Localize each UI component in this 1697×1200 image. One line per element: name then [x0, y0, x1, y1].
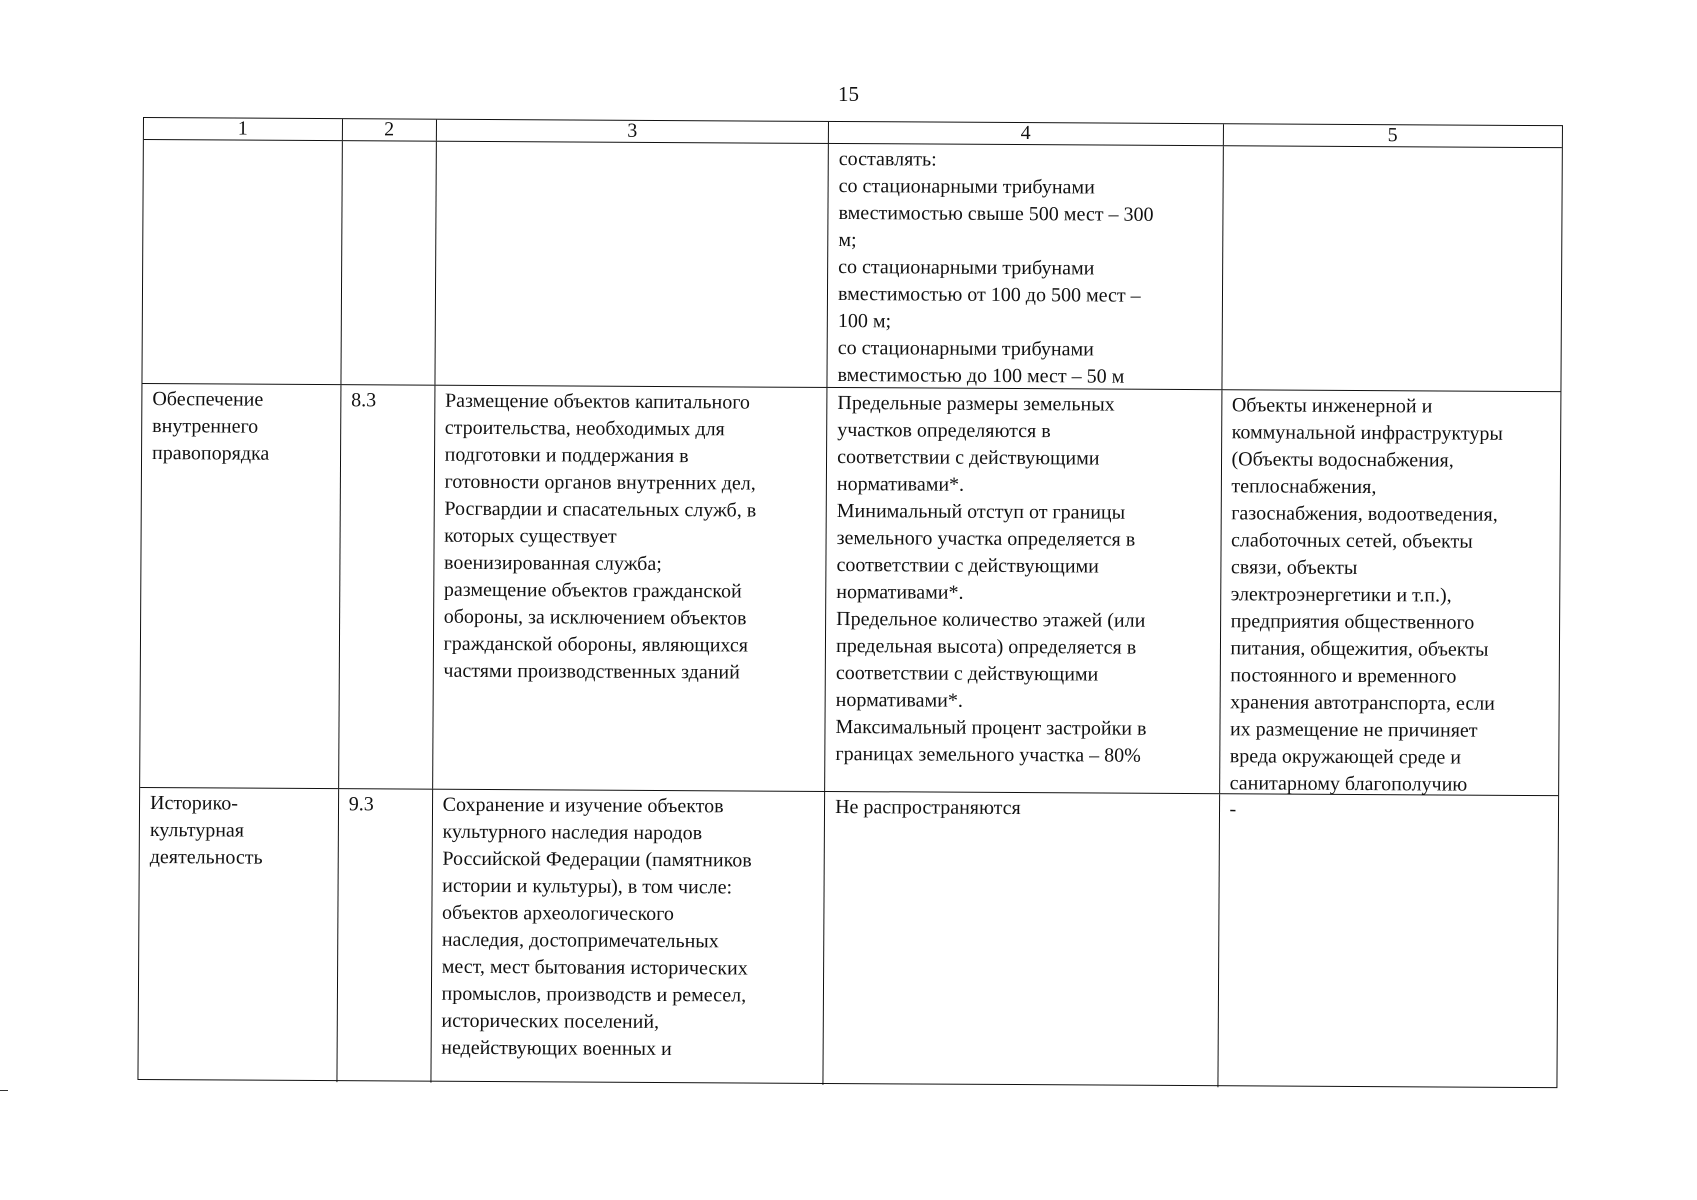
cell-parameters: составлять: со стационарными трибунами вместимостью свыше 500 мест – 300 м; со стационарными трибунами вместимостью от 100 до 500 мест – 100 м; со стационарными трибунами вместимостью до 100 мест – 50 м	[828, 144, 1224, 389]
cell-auxiliary: -	[1229, 798, 1237, 821]
header-cell-4: 4	[829, 122, 1224, 145]
cell-description	[435, 142, 829, 387]
table-row-continuation	[142, 140, 1561, 392]
margin-scan-mark	[0, 1090, 8, 1091]
cell-name: Историко- культурная деятельность	[138, 788, 338, 1082]
table-row	[138, 788, 1558, 1089]
header-cell-5: 5	[1387, 124, 1398, 147]
cell-description: Размещение объектов капитального строительства, необходимых для подготовки и поддержания в готовности органов внутренних дел, Росгвардии и спасательных служб, в которых существует военизированная служба; размещение объектов гражданской обороны, за исключением объектов гражданской обороны, являющихся частями производственных зданий	[433, 386, 828, 791]
cell-auxiliary	[1222, 146, 1562, 391]
cell-name	[142, 140, 342, 384]
page-number: 15	[838, 82, 859, 106]
header-cell-2: 2	[343, 119, 437, 141]
zoning-table	[137, 117, 1563, 1088]
header-cell-1: 1	[144, 118, 343, 140]
cell-description: Сохранение и изучение объектов культурного наследия народов Российской Федерации (памятников истории и культуры), в том числе: объектов археологического наследия, достопримечательных мест, мест бытования исторических промыслов, производств и ремесел, исторических поселений, недействующих военных и	[431, 790, 825, 1085]
header-cell-3: 3	[436, 120, 829, 143]
cell-code: 8.3	[339, 385, 435, 789]
cell-code	[341, 141, 436, 385]
cell-name: Обеспечение внутреннего правопорядка	[140, 384, 341, 788]
cell-parameters: Предельные размеры земельных участков определяются в соответствии с действующими нормативами*. Минимальный отступ от границы земельного участка определяется в соответствии с действующими нормативами*. Предельное количество этажей (или предельная высота) определяется в соответствии с действующими нормативами*. Максимальный процент застройки в границах земельного участка – 80%	[825, 388, 1222, 793]
cell-parameters: Не распространяются	[823, 792, 1219, 1087]
cell-auxiliary: Объекты инженерной и коммунальной инфраструктуры (Объекты водоснабжения, теплоснабжения, газоснабжения, водоотведения, слаботочных сетей, объекты связи, объекты электроэнергетики и т.п.), предприятия общественного питания, общежития, объекты постоянного и временного хранения автотранспорта, если их размещение не причиняет вреда окружающей среде и санитарному благополучию	[1229, 394, 1503, 796]
cell-code: 9.3	[337, 789, 433, 1083]
table-row	[140, 384, 1560, 796]
